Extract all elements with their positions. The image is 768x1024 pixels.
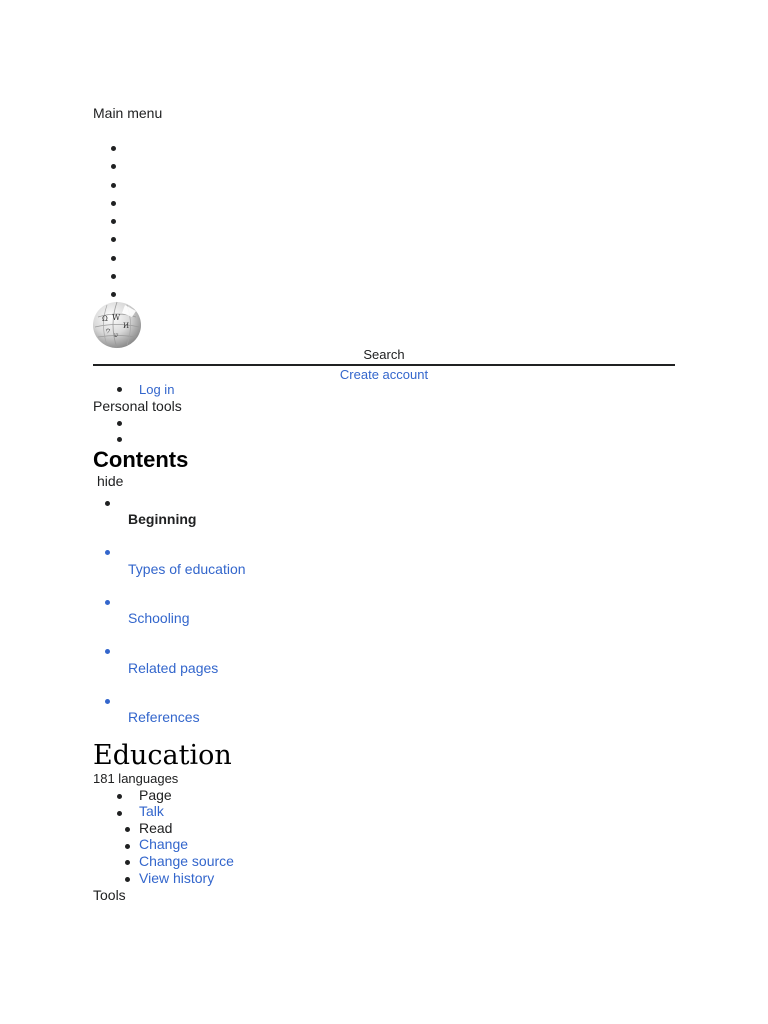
tab-talk[interactable]: Talk	[139, 803, 164, 819]
list-bullet	[125, 877, 130, 882]
tab-read[interactable]: Read	[139, 820, 173, 836]
main-menu-item[interactable]	[110, 268, 120, 286]
list-bullet	[117, 811, 122, 816]
svg-text:ש: ש	[114, 332, 119, 339]
main-menu-item[interactable]	[110, 231, 120, 249]
toc-bullet	[105, 649, 110, 654]
tab-view-history[interactable]: View history	[139, 870, 215, 886]
toc-item-related-pages[interactable]: Related pages	[128, 660, 219, 676]
wikipedia-globe-icon[interactable]	[92, 301, 142, 349]
toc-bullet	[105, 600, 110, 605]
search-divider	[93, 364, 675, 366]
main-menu-item[interactable]	[110, 140, 120, 158]
svg-text:И: И	[123, 322, 130, 330]
search-button[interactable]: Search	[363, 347, 405, 362]
toc-bullet	[105, 699, 110, 704]
tab-page[interactable]: Page	[139, 787, 172, 803]
main-menu-item[interactable]	[110, 213, 120, 231]
page-title: Education	[93, 740, 232, 771]
tools-menu-label[interactable]: Tools	[93, 887, 126, 903]
tab-change-source[interactable]: Change source	[139, 853, 234, 869]
login-link[interactable]: Log in	[139, 382, 175, 397]
svg-text:ウ: ウ	[105, 328, 112, 335]
toc-title: Contents	[93, 447, 189, 472]
main-menu-item[interactable]	[110, 177, 120, 195]
main-menu-label[interactable]: Main menu	[93, 105, 163, 121]
personal-tools-item[interactable]	[117, 437, 122, 442]
personal-tools-label[interactable]: Personal tools	[93, 398, 182, 414]
toc-item-types-of-education[interactable]: Types of education	[128, 561, 246, 577]
list-bullet	[125, 827, 130, 832]
language-selector[interactable]: 181 languages	[93, 771, 179, 786]
list-bullet	[117, 794, 122, 799]
toc-bullet	[105, 501, 110, 506]
toc-item-beginning[interactable]: Beginning	[128, 511, 197, 527]
list-bullet	[125, 844, 130, 849]
toc-item-references[interactable]: References	[128, 709, 200, 725]
personal-tools-item[interactable]	[117, 421, 122, 426]
toc-hide-button[interactable]: hide	[97, 473, 124, 489]
list-bullet	[125, 860, 130, 865]
svg-text:W: W	[112, 313, 121, 322]
main-menu-list	[110, 140, 120, 305]
toc-item-schooling[interactable]: Schooling	[128, 610, 190, 626]
main-menu-item[interactable]	[110, 250, 120, 268]
main-menu-item[interactable]	[110, 195, 120, 213]
main-menu-item[interactable]	[110, 158, 120, 176]
svg-text:Ω: Ω	[102, 315, 108, 323]
create-account-link[interactable]: Create account	[339, 367, 429, 382]
tab-change[interactable]: Change	[139, 836, 189, 852]
list-bullet	[117, 387, 122, 392]
toc-bullet	[105, 550, 110, 555]
